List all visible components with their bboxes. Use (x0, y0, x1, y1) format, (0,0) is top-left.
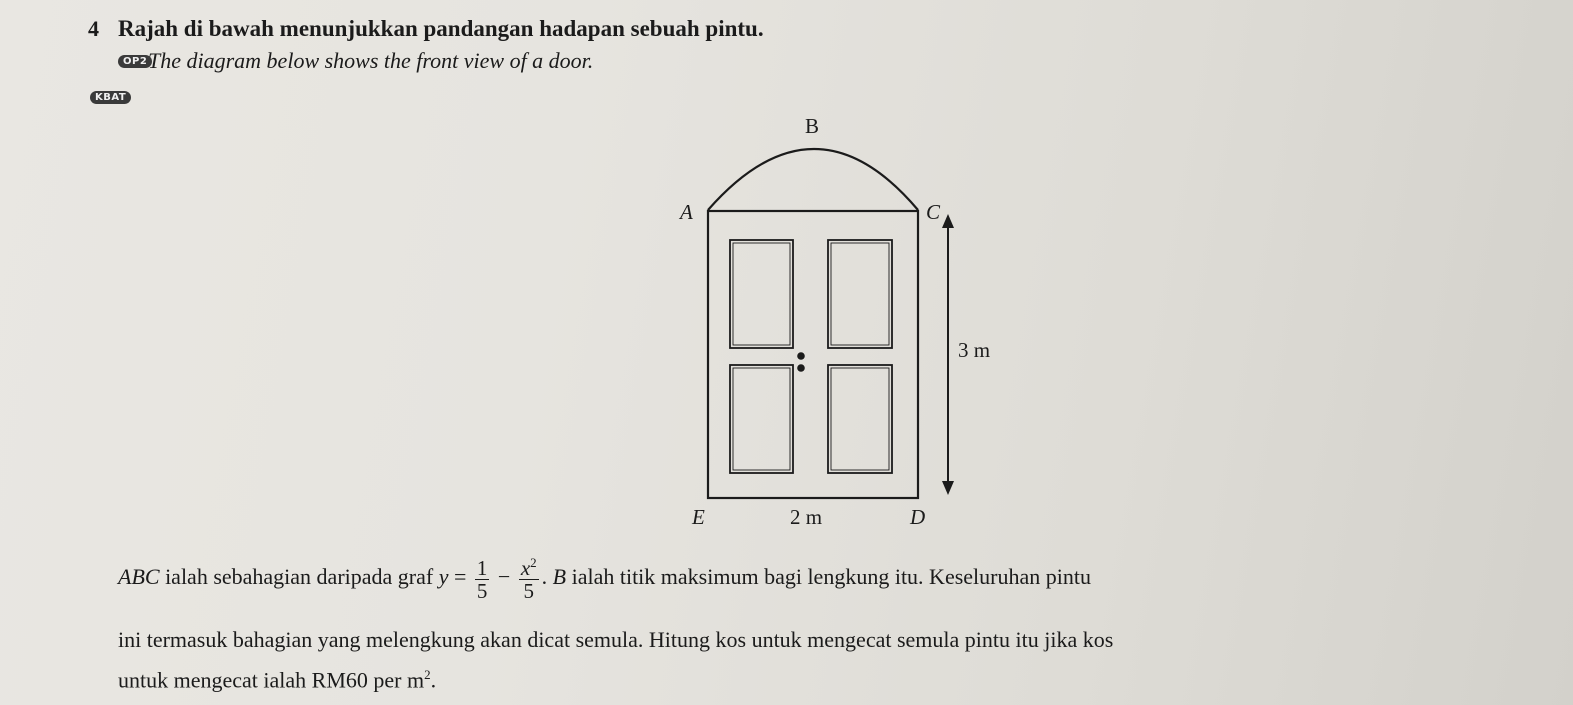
paragraph-line-3 (118, 668, 436, 691)
door-knob-lower (797, 364, 805, 372)
door-arch-curve (708, 149, 918, 210)
fraction-2-denominator: 5 (523, 579, 534, 604)
fraction-2-numerator (519, 556, 539, 580)
label-point-c: C (926, 200, 941, 224)
b-label: B (552, 564, 567, 590)
fraction-1-denominator: 5 (476, 578, 488, 603)
fraction-1-numerator: 1 (476, 555, 488, 580)
width-label: 2 m (790, 505, 823, 529)
paragraph-line-3-text: untuk mengecat ialah RM60 per m (118, 667, 425, 693)
fraction-2-x: x (520, 556, 531, 580)
door-panel-bottom-left-inner (733, 368, 790, 470)
door-frame (708, 211, 918, 498)
kbat-badge: KBAT (90, 91, 131, 104)
door-panel-bottom-right (828, 365, 892, 473)
fraction-x-squared-fifth (519, 556, 539, 602)
door-panel-top-right (828, 240, 892, 348)
height-arrow-head-up (942, 214, 954, 228)
text-after-equation: ialah titik maksimum bagi lengkung itu. Keseluruhan pintu (566, 564, 1091, 590)
op-badge: OP2 (118, 55, 152, 68)
fraction-one-fifth (475, 557, 490, 602)
fraction-2-exponent: 2 (530, 555, 537, 570)
door-knob-upper (797, 352, 805, 360)
door-panel-top-left-inner (733, 243, 790, 345)
eq-period: . (541, 564, 553, 590)
question-number: 4 (88, 16, 99, 41)
label-point-d: D (910, 505, 926, 529)
height-label: 3 m (958, 338, 991, 362)
height-arrow-head-down (942, 481, 954, 495)
door-panel-top-right-inner (831, 243, 889, 345)
eq-equals: = (448, 564, 472, 590)
label-point-a: A (680, 200, 693, 224)
text-before-equation: ialah sebahagian daripada graf (159, 564, 439, 590)
question-text-english: The diagram below shows the front view of a door. (148, 48, 594, 73)
label-point-e: E (692, 505, 705, 529)
paragraph-line-1 (118, 556, 1091, 602)
label-point-b: B (805, 114, 820, 138)
door-panel-top-left (730, 240, 793, 348)
question-text-malay: Rajah di bawah menunjukkan pandangan hadapan sebuah pintu. (118, 16, 764, 41)
door-panel-bottom-right-inner (831, 368, 889, 470)
eq-minus: − (492, 564, 516, 590)
door-panel-bottom-left (730, 365, 793, 473)
abc-label: ABC (118, 564, 160, 590)
paragraph-line-3-end: . (430, 667, 437, 693)
eq-y: y (438, 564, 449, 590)
unit-exponent: 2 (424, 667, 431, 682)
paragraph-line-2: ini termasuk bahagian yang melengkung akan dicat semula. Hitung kos untuk mengecat semula pintu itu jika kos (118, 627, 1114, 652)
